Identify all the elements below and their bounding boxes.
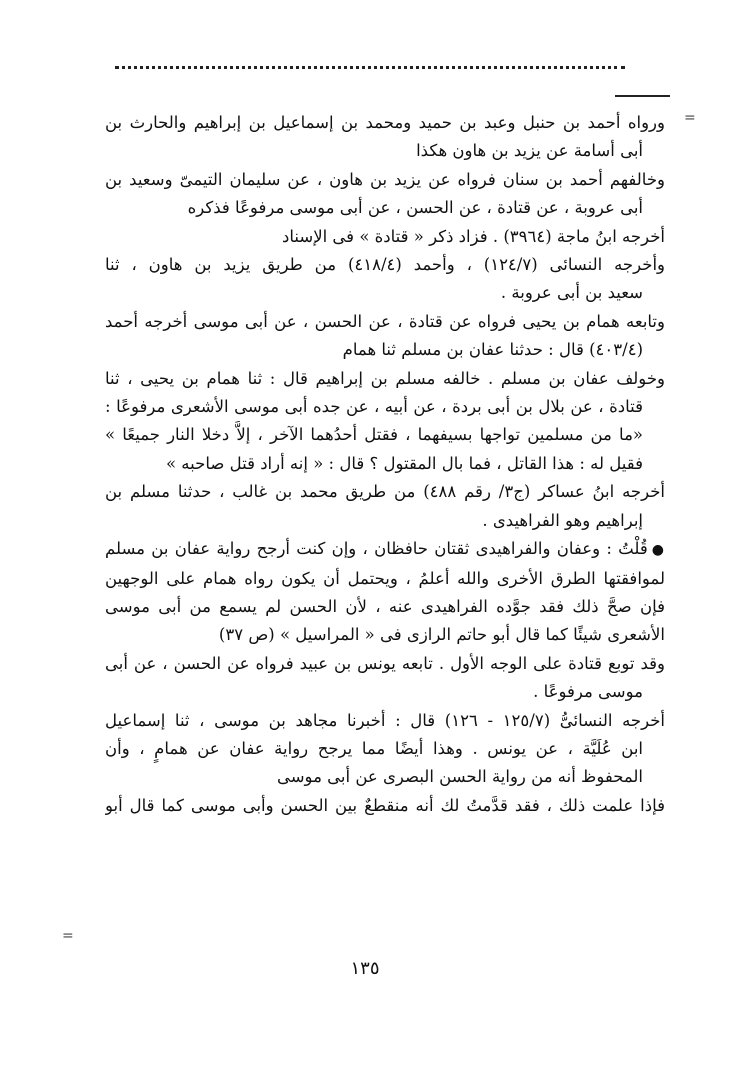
- text-line: أخرجه ابنُ عساكر (ج٣/ رقم ٤٨٨) من طريق محمد بن غالب ، حدثنا مسلم بن: [105, 482, 665, 502]
- body-text: [105, 109, 665, 820]
- text-line: أخرجه النسائىُّ (١٢٥/٧ - ١٢٦) قال : أخبرنا مجاهد بن موسى ، ثنا إسماعيل: [105, 710, 665, 730]
- text-line: وتابعه همام بن يحيى فرواه عن قتادة ، عن الحسن ، عن أبى موسى أخرجه أحمد: [105, 311, 665, 331]
- text-line: سعيد بن أبى عروبة .: [500, 283, 643, 303]
- text-line: أبى عروبة ، عن قتادة ، عن الحسن ، عن أبى موسى مرفوعًا فذكره: [187, 198, 643, 218]
- text-line: وقد توبع قتادة على الوجه الأول . تابعه يونس بن عبيد فرواه عن الحسن ، عن أبى: [105, 653, 665, 673]
- text-line: إبراهيم وهو الفراهيدى .: [482, 510, 643, 530]
- text-line: ابن عُلَيَّة ، عن يونس . وهذا أيضًا مما يرجح رواية عفان عن همامٍ ، وأن: [105, 738, 643, 758]
- text-line: (٤٠٣/٤) قال : حدثنا عفان بن مسلم ثنا همام: [342, 340, 643, 360]
- page-number: ١٣٥: [350, 958, 380, 979]
- top-dotted-rule: [115, 66, 625, 69]
- text-line: «ما من مسلمين تواجها بسيفهما ، فقتل أحدُهما الآخر ، إلاَّ دخلا النار جميعًا »: [105, 425, 643, 445]
- text-line: المحفوظ أنه من رواية الحسن البصرى عن أبى موسى: [276, 767, 643, 787]
- text-line: الأشعرى شيئًا كما قال أبو حاتم الرازى فى « المراسيل » (ص ٣٧): [218, 625, 665, 645]
- text-line: وأخرجه النسائى (١٢٤/٧) ، وأحمد (٤١٨/٤) من طريق يزيد بن هاون ، ثنا: [105, 255, 665, 275]
- text-line: ورواه أحمد بن حنبل وعبد بن حميد ومحمد بن إسماعيل بن إبراهيم والحارث بن: [105, 113, 665, 132]
- text-line: موسى مرفوعًا .: [533, 682, 643, 702]
- text-line: أبى أسامة عن يزيد بن هاون هكذا: [416, 141, 643, 161]
- bullet-icon: ●: [651, 542, 665, 559]
- text-line-content: قُلْتُ : وعفان والفراهيدى ثقتان حافظان ، وإن كنت أرجح رواية عفان بن مسلم: [105, 539, 648, 559]
- header-rule: [615, 95, 670, 97]
- margin-mark-bottom: =: [62, 928, 74, 944]
- text-line: فقيل له : هذا القاتل ، فما بال المقتول ؟ قال : « إنه أراد قتل صاحبه »: [165, 453, 643, 473]
- text-line: فإذا علمت ذلك ، فقد قدَّمتُ لك أنه منقطعٌ بين الحسن وأبى موسى كما قال أبو: [105, 795, 665, 815]
- text-line: لموافقتها الطرق الأخرى والله أعلمُ ، ويحتمل أن يكون رواه همام على الوجهين: [105, 568, 665, 588]
- text-line: وخولف عفان بن مسلم . خالفه مسلم بن إبراهيم قال : ثنا همام بن يحيى ، ثنا: [105, 368, 665, 388]
- text-line: فإن صحَّ ذلك فقد جوَّده الفراهيدى عنه ، لأن الحسن لم يسمع من أبى موسى: [105, 596, 665, 616]
- text-line: أخرجه ابنُ ماجة (٣٩٦٤) . فزاد ذكر « قتادة » فى الإسناد: [282, 226, 665, 246]
- margin-mark-top: =: [684, 110, 696, 126]
- text-line: قتادة ، عن بلال بن أبى بردة ، عن أبيه ، عن جده أبى موسى الأشعرى مرفوعًا :: [105, 397, 643, 417]
- text-line: وخالفهم أحمد بن سنان فرواه عن يزيد بن هاون ، عن سليمان التيمىّ وسعيد بن: [105, 169, 665, 189]
- text-line: [105, 535, 665, 564]
